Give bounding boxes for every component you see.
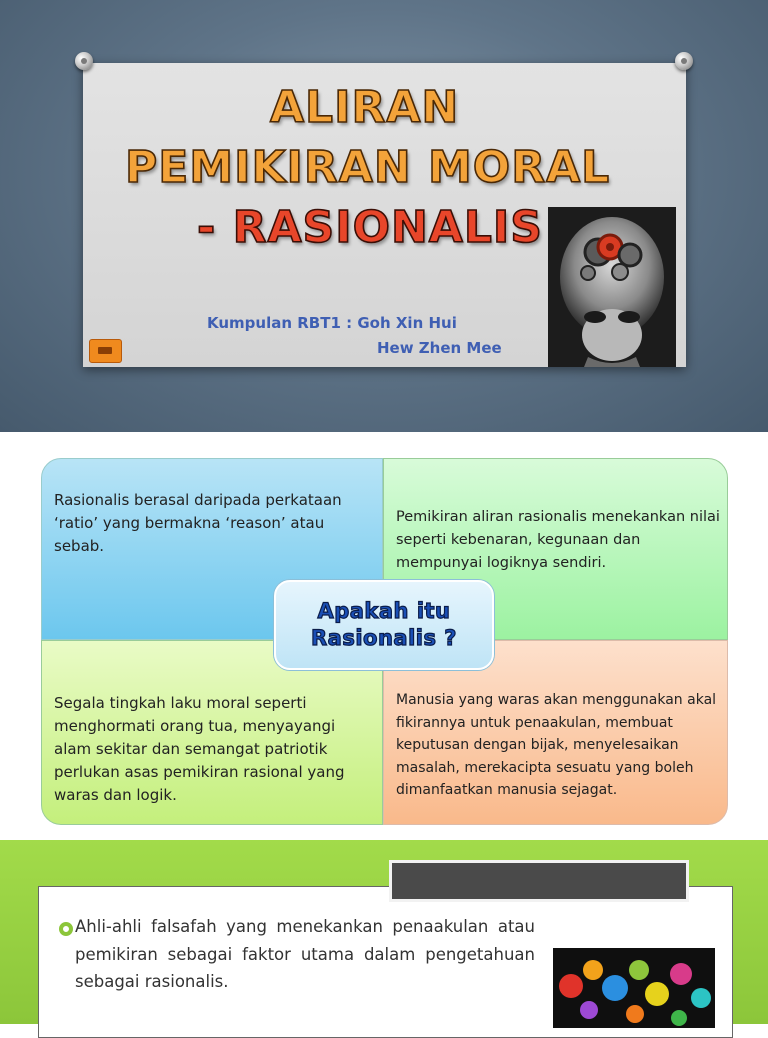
title-slide	[0, 0, 768, 432]
center-question: Apakah itu Rasionalis ?	[311, 599, 457, 650]
philosophers-slide	[0, 840, 768, 1024]
title-bar	[389, 860, 689, 902]
head-gears-image	[548, 207, 676, 367]
icons-cluster	[553, 948, 715, 1028]
quadrant-text: Rasionalis berasal daripada perkataan ‘ratio’ yang bermakna ‘reason’ atau sebab.	[54, 491, 342, 555]
quadrant-text: Manusia yang waras akan menggunakan akal fikirannya untuk penaakulan, membuat keputusan dengan bijak, menyelesaikan masalah, merekacipta sesuatu yang boleh dimanfaatkan manusia sejagat.	[396, 692, 717, 798]
quadrant-text: Pemikiran aliran rasionalis menekankan nilai seperti kebenaran, kegunaan dan mempunyai logiknya sendiri.	[396, 509, 720, 571]
head-gears-illustration	[548, 207, 676, 367]
bullet-icon	[59, 922, 73, 936]
colorful-icons-image	[553, 948, 715, 1028]
pin-icon	[75, 52, 93, 70]
title-line-3: - RASIONALIS	[197, 202, 543, 253]
action-button[interactable]	[89, 339, 122, 363]
author-line-1: Kumpulan RBT1 : Goh Xin Hui	[207, 314, 457, 332]
title-line-1: ALIRAN	[270, 82, 460, 133]
pin-icon	[675, 52, 693, 70]
quadrant-text: Segala tingkah laku moral seperti menghormati orang tua, menyayangi alam sekitar dan semangat patriotik perlukan asas pemikiran rasional yang waras dan logik.	[54, 694, 345, 804]
title-line-2: PEMIKIRAN MORAL	[125, 142, 611, 193]
bullet-text: Ahli-ahli falsafah yang menekankan penaakulan atau pemikiran sebagai faktor utama dalam pengetahuan sebagai rasionalis.	[75, 917, 535, 991]
author-line-2: Hew Zhen Mee	[377, 339, 502, 357]
definition-slide	[0, 432, 768, 840]
center-question-box	[274, 580, 494, 670]
